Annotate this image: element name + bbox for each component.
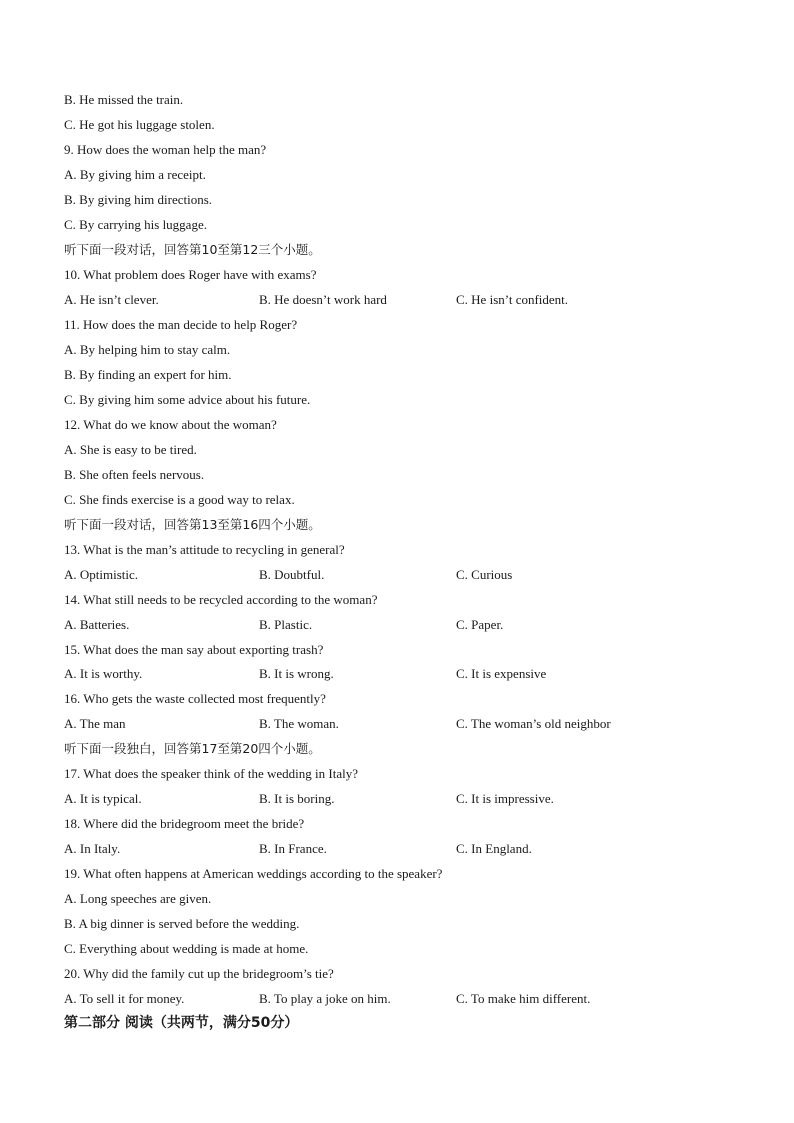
option-c: C. Paper. <box>456 617 504 632</box>
option-c: C. To make him different. <box>456 991 591 1006</box>
listening-instruction: 听下面一段对话，回答第10至第12三个小题。 <box>64 242 321 257</box>
option-c: C. Curious <box>456 567 513 582</box>
option-a: A. Batteries. <box>64 617 130 632</box>
option-b: B. In France. <box>259 841 327 856</box>
option-b: B. It is boring. <box>259 791 335 806</box>
question-17: 17. What does the speaker think of the wedding in Italy? <box>64 766 358 781</box>
option-a: A. It is typical. <box>64 791 142 806</box>
option-c: C. It is impressive. <box>456 791 554 806</box>
option-line: C. She finds exercise is a good way to relax. <box>64 492 295 507</box>
question-11: 11. How does the man decide to help Roger? <box>64 317 298 332</box>
question-16: 16. Who gets the waste collected most frequently? <box>64 691 326 706</box>
question-15: 15. What does the man say about exporting trash? <box>64 642 324 657</box>
option-line: C. By carrying his luggage. <box>64 217 207 232</box>
option-c: C. He isn’t confident. <box>456 292 569 307</box>
option-b: B. To play a joke on him. <box>259 991 391 1006</box>
question-13: 13. What is the man’s attitude to recycling in general? <box>64 542 345 557</box>
option-c: C. The woman’s old neighbor <box>456 716 611 731</box>
option-line: B. She often feels nervous. <box>64 467 205 482</box>
option-line: B. He missed the train. <box>64 92 184 107</box>
option-line: B. By finding an expert for him. <box>64 367 232 382</box>
option-a: A. The man <box>64 716 126 731</box>
option-line: A. Long speeches are given. <box>64 891 212 906</box>
option-b: B. Doubtful. <box>259 567 325 582</box>
option-line: C. By giving him some advice about his future. <box>64 392 311 407</box>
option-a: A. To sell it for money. <box>64 991 185 1006</box>
option-a: A. It is worthy. <box>64 666 143 681</box>
option-b: B. It is wrong. <box>259 666 334 681</box>
option-b: B. The woman. <box>259 716 339 731</box>
option-line: A. By helping him to stay calm. <box>64 342 231 357</box>
question-19: 19. What often happens at American weddings according to the speaker? <box>64 866 443 881</box>
option-a: A. Optimistic. <box>64 567 139 582</box>
question-9: 9. How does the woman help the man? <box>64 142 267 157</box>
question-10: 10. What problem does Roger have with exams? <box>64 267 317 282</box>
option-line: A. By giving him a receipt. <box>64 167 206 182</box>
listening-instruction: 听下面一段对话，回答第13至第16四个小题。 <box>64 517 321 532</box>
option-line: B. By giving him directions. <box>64 192 213 207</box>
option-c: C. In England. <box>456 841 532 856</box>
option-b: B. Plastic. <box>259 617 313 632</box>
option-line: B. A big dinner is served before the wedding. <box>64 916 300 931</box>
option-a: A. He isn’t clever. <box>64 292 159 307</box>
question-20: 20. Why did the family cut up the bridegroom’s tie? <box>64 966 334 981</box>
option-line: A. She is easy to be tired. <box>64 442 197 457</box>
section-heading: 第二部分 阅读（共两节，满分50分） <box>64 1015 299 1031</box>
question-12: 12. What do we know about the woman? <box>64 417 277 432</box>
option-line: C. Everything about wedding is made at home. <box>64 941 309 956</box>
listening-instruction: 听下面一段独白，回答第17至第20四个小题。 <box>64 741 321 756</box>
option-a: A. In Italy. <box>64 841 121 856</box>
option-c: C. It is expensive <box>456 666 547 681</box>
question-18: 18. Where did the bridegroom meet the bride? <box>64 816 305 831</box>
question-14: 14. What still needs to be recycled according to the woman? <box>64 592 378 607</box>
option-line: C. He got his luggage stolen. <box>64 117 215 132</box>
option-b: B. He doesn’t work hard <box>259 292 387 307</box>
